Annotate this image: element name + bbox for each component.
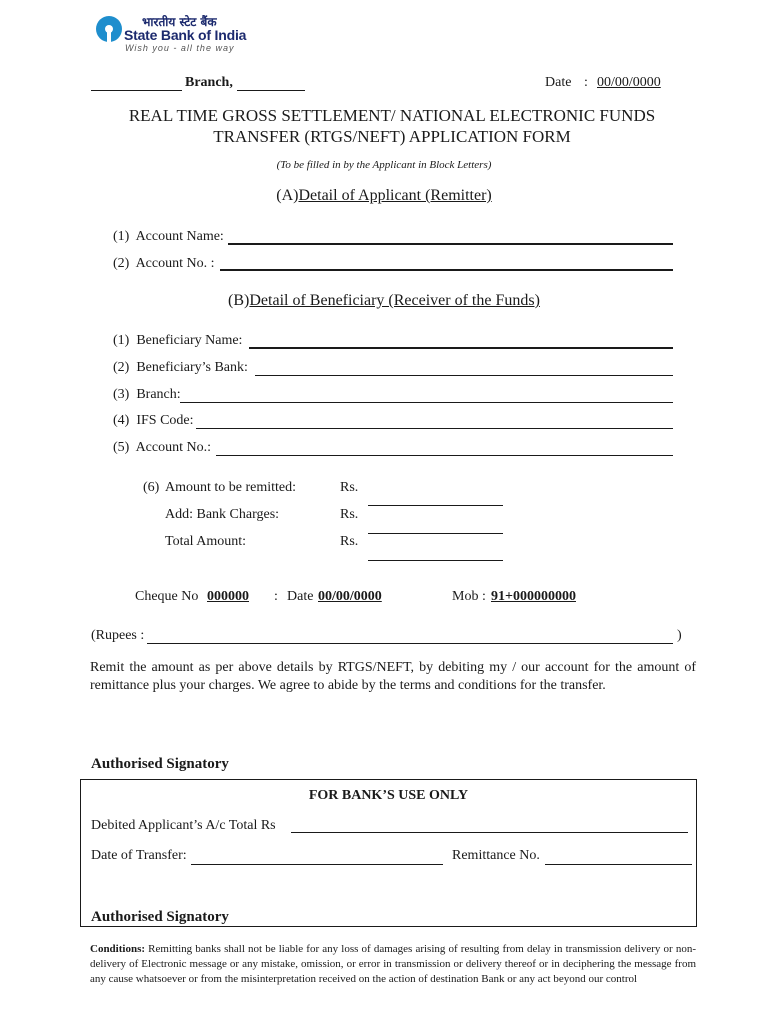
field-number: (3) [113, 387, 130, 402]
cheque-date-value[interactable]: 00/00/0000 [318, 589, 382, 604]
field-number: (1) [113, 229, 130, 244]
mobile-label: Mob : [452, 589, 486, 604]
applicant-account-no-label [113, 256, 215, 272]
beneficiary-bank-field[interactable] [255, 375, 673, 376]
date-value[interactable]: 00/00/0000 [597, 75, 661, 90]
cheque-date-label: Date [287, 589, 314, 604]
beneficiary-bank-label [113, 360, 248, 376]
branch-blank-line[interactable] [91, 90, 182, 91]
form-title-line-1: REAL TIME GROSS SETTLEMENT/ NATIONAL ELECTRONIC FUNDS [128, 106, 656, 125]
amount-number: (6) [143, 480, 160, 495]
remittance-no-field[interactable] [545, 864, 692, 865]
bank-use-heading: FOR BANK’S USE ONLY [308, 788, 469, 803]
beneficiary-branch-field[interactable] [180, 402, 673, 403]
field-label: Beneficiary’s Bank: [136, 360, 248, 375]
total-amount-label: Total Amount: [165, 534, 247, 549]
cheque-separator: : [274, 589, 278, 604]
debited-total-field[interactable] [291, 832, 688, 833]
applicant-account-no-field[interactable] [220, 269, 673, 271]
total-amount-field[interactable] [368, 560, 503, 561]
rupees-close: ) [677, 628, 682, 643]
section-b-heading [0, 292, 768, 310]
field-label: Account Name: [135, 229, 224, 244]
applicant-account-name-label [113, 229, 224, 245]
field-number: (1) [113, 333, 130, 348]
branch-city-blank-line[interactable] [237, 90, 305, 91]
total-amount-currency: Rs. [340, 534, 359, 549]
amount-remitted-field[interactable] [368, 505, 503, 506]
rupees-label: (Rupees : [91, 628, 145, 643]
section-b-prefix: (B) [228, 292, 250, 309]
ifs-code-label [113, 413, 194, 429]
mobile-value[interactable]: 91+000000000 [491, 589, 576, 604]
logo-bank-name: State Bank of India [124, 27, 247, 43]
section-b-title: Detail of Beneficiary (Receiver of the Funds) [249, 292, 540, 309]
applicant-account-name-field[interactable] [228, 243, 673, 245]
form-subtitle: (To be filled in by the Applicant in Block Letters) [276, 159, 492, 171]
beneficiary-name-label [113, 333, 242, 349]
field-number: (5) [113, 440, 130, 455]
bank-charges-field[interactable] [368, 533, 503, 534]
conditions-text [90, 942, 696, 987]
beneficiary-name-field[interactable] [249, 347, 673, 349]
cheque-no-label: Cheque No [135, 589, 199, 604]
form-title-line-2: TRANSFER (RTGS/NEFT) APPLICATION FORM [213, 127, 571, 146]
debited-total-label: Debited Applicant’s A/c Total Rs [91, 818, 276, 833]
logo-tagline: Wish you - all the way [125, 43, 235, 53]
section-a-title: Detail of Applicant (Remitter) [298, 187, 492, 204]
conditions-label: Conditions: [90, 943, 146, 955]
amount-remitted-label: Amount to be remitted: [165, 480, 297, 495]
beneficiary-account-no-label [113, 440, 211, 456]
field-number: (2) [113, 256, 130, 271]
section-a-heading [0, 187, 768, 205]
branch-label: Branch, [185, 75, 233, 90]
rupees-in-words-field[interactable] [147, 643, 673, 644]
logo-hindi-text: भारतीय स्टेट बैंक [142, 15, 217, 29]
field-label: Branch: [136, 387, 181, 402]
field-number: (2) [113, 360, 130, 375]
ifs-code-field[interactable] [196, 428, 673, 429]
conditions-body: Remitting banks shall not be liable for any loss of damages arising of resulting from delay in transmission delivery or non-delivery of Electronic message or any mistake, omission, or error in transmission or delivery thereof or in deciphering the message from any cause whatsoever or from the misinterpretation received on the action of destination Bank or any act beyond our control [90, 943, 696, 985]
section-a-prefix: (A) [276, 187, 299, 204]
date-of-transfer-label: Date of Transfer: [91, 848, 187, 863]
field-label: Account No.: [135, 440, 211, 455]
sbi-logo-icon [96, 16, 122, 42]
field-label: Account No. : [135, 256, 215, 271]
beneficiary-branch-label [113, 387, 181, 403]
beneficiary-account-no-field[interactable] [216, 455, 673, 456]
authorised-signatory-bank: Authorised Signatory [91, 909, 229, 925]
bank-charges-currency: Rs. [340, 507, 359, 522]
field-label: Beneficiary Name: [136, 333, 243, 348]
date-label: Date [545, 75, 572, 90]
bank-charges-label: Add: Bank Charges: [165, 507, 280, 522]
date-of-transfer-field[interactable] [191, 864, 443, 865]
declaration-text: Remit the amount as per above details by RTGS/NEFT, by debiting my / our account for the amount of remittance plus your charges. We agree to abide by the terms and conditions for the transfer. [90, 660, 696, 693]
date-separator: : [584, 75, 588, 90]
amount-remitted-currency: Rs. [340, 480, 359, 495]
cheque-no-value[interactable]: 000000 [207, 589, 249, 604]
authorised-signatory-applicant: Authorised Signatory [91, 756, 229, 772]
field-label: IFS Code: [136, 413, 194, 428]
remittance-no-label: Remittance No. [452, 848, 540, 863]
field-number: (4) [113, 413, 130, 428]
